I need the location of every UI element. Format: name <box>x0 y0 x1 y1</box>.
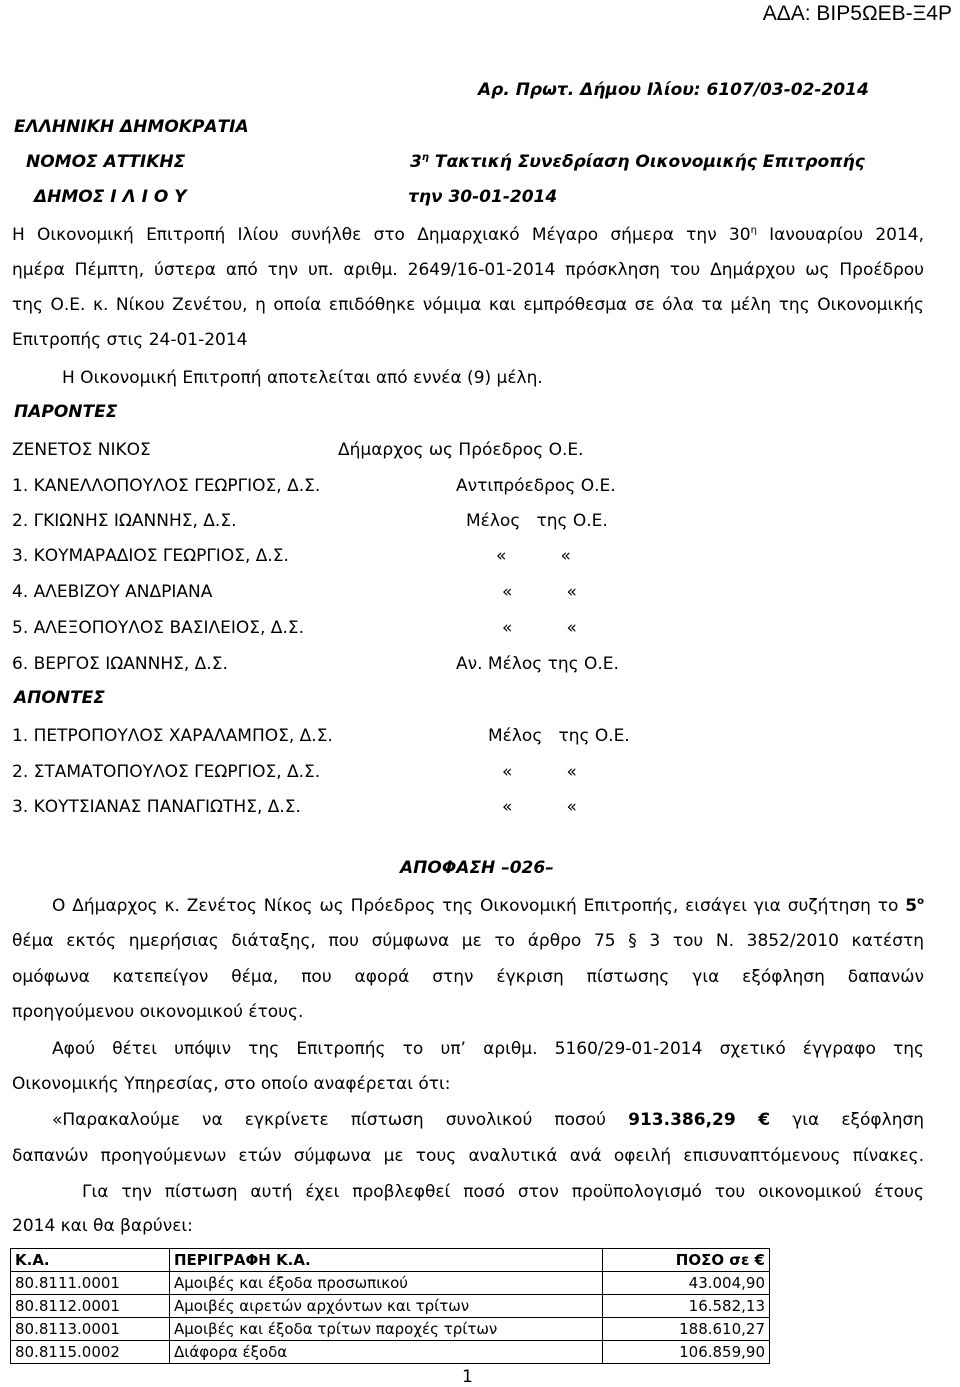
decision-p1-line-3: ομόφωνα κατεπείγον θέμα, που αφορά στην έγκριση πίστωσης για εξόφληση δαπανών <box>12 967 924 987</box>
present-name: 5. ΑΛΕΞΟΠΟΥΛΟΣ ΒΑΣΙΛΕΙΟΣ, Δ.Σ. <box>12 618 304 638</box>
present-name: 3. ΚΟΥΜΑΡΑΔΙΟΣ ΓΕΩΡΓΙΟΣ, Δ.Σ. <box>12 546 289 566</box>
intro-line-1: Η Οικονομική Επιτροπή Ιλίου συνήλθε στο Δημαρχιακό Μέγαρο σήμερα την $30^\eta$ Ιανουαρίου 2014, <box>12 225 925 245</box>
present-name: 6. ΒΕΡΓΟΣ ΙΩΑΝΝΗΣ, Δ.Σ. <box>12 654 228 674</box>
cell-amount: 16.582,13 <box>603 1295 770 1318</box>
table-row <box>11 1318 770 1341</box>
present-role: Αντιπρόεδρος Ο.Ε. <box>456 476 616 496</box>
table-row <box>11 1341 770 1364</box>
decision-p1-line-2: θέμα εκτός ημερήσιας διάταξης, που σύμφωνα με το άρθρο 75 § 3 του Ν. 3852/2010 κατέστη <box>12 931 924 951</box>
decision-p2-line-2: Οικονομικής Υπηρεσίας, στο οποίο αναφέρεται ότι: <box>12 1074 451 1094</box>
present-name: ΖΕΝΕΤΟΣ ΝΙΚΟΣ <box>12 440 151 460</box>
present-role: Αν. Μέλος της Ο.Ε. <box>456 654 619 674</box>
intro-line-4: Επιτροπής στις 24-01-2014 <box>12 330 248 350</box>
cell-description: Αμοιβές και έξοδα προσωπικού <box>170 1272 603 1295</box>
absent-heading: ΑΠΟΝΤΕΣ <box>14 688 105 708</box>
cell-amount: 188.610,27 <box>603 1318 770 1341</box>
decision-p4-line-1: Για την πίστωση αυτή έχει προβλεφθεί ποσό στον προϋπολογισμό του οικονομικού έτους <box>82 1182 924 1202</box>
present-role: « « <box>502 582 577 602</box>
budget-table <box>10 1248 770 1364</box>
decision-p1-line-4: προηγούμενου οικονομικού έτους. <box>12 1002 304 1022</box>
absent-name: 3. ΚΟΥΤΣΙΑΝΑΣ ΠΑΝΑΓΙΩΤΗΣ, Δ.Σ. <box>12 797 301 817</box>
present-name: 1. ΚΑΝΕΛΛΟΠΟΥΛΟΣ ΓΕΩΡΓΙΟΣ, Δ.Σ. <box>12 476 321 496</box>
intro-line-3: της Ο.Ε. κ. Νίκου Ζενέτου, η οποία επιδόθηκε νόμιμα και εμπρόθεσμα σε όλα τα μέλη της Οικονομικής <box>12 295 924 315</box>
municipality-label: ΔΗΜΟΣ Ι Λ Ι Ο Υ <box>34 187 187 207</box>
cell-amount: 43.004,90 <box>603 1272 770 1295</box>
table-header-row <box>11 1249 770 1272</box>
absent-role: « « <box>502 762 577 782</box>
absent-name: 1. ΠΕΤΡΟΠΟΥΛΟΣ ΧΑΡΑΛΑΜΠΟΣ, Δ.Σ. <box>12 726 333 746</box>
header-code: Κ.Α. <box>11 1249 170 1272</box>
absent-name: 2. ΣΤΑΜΑΤΟΠΟΥΛΟΣ ΓΕΩΡΓΙΟΣ, Δ.Σ. <box>12 762 321 782</box>
header-amount: ΠΟΣΟ σε € <box>603 1249 770 1272</box>
present-role: « « <box>502 618 577 638</box>
cell-amount: 106.859,90 <box>603 1341 770 1364</box>
decision-p1-line-1: Ο Δήμαρχος κ. Ζενέτος Νίκος ως Πρόεδρος της Οικονομική Επιτροπής, εισάγει για συζήτηση το $5^o$ <box>52 896 924 916</box>
cell-code: 80.8115.0002 <box>11 1341 170 1364</box>
present-role: Δήμαρχος ως Πρόεδρος Ο.Ε. <box>338 440 584 460</box>
decision-p2-line-1: Αφού θέτει υπόψιν της Επιτροπής το υπ’ αριθμ. 5160/29-01-2014 σχετικό έγγραφο της <box>52 1039 924 1059</box>
cell-description: Αμοιβές και έξοδα τρίτων παροχές τρίτων <box>170 1318 603 1341</box>
prefecture-label: ΝΟΜΟΣ ΑΤΤΙΚΗΣ <box>26 152 186 172</box>
cell-code: 80.8111.0001 <box>11 1272 170 1295</box>
present-role: « « <box>496 546 571 566</box>
present-role: Μέλος της Ο.Ε. <box>466 511 608 531</box>
present-name: 2. ΓΚΙΩΝΗΣ ΙΩΑΝΝΗΣ, Δ.Σ. <box>12 511 237 531</box>
absent-role: « « <box>502 797 577 817</box>
table-row <box>11 1272 770 1295</box>
absent-role: Μέλος της Ο.Ε. <box>488 726 630 746</box>
session-date: την 30-01-2014 <box>408 187 558 207</box>
page-number: 1 <box>462 1367 473 1387</box>
ada-code: ΑΔΑ: ΒΙΡ5ΩΕΒ-Ξ4Ρ <box>762 2 952 25</box>
protocol-number: Αρ. Πρωτ. Δήμου Ιλίου: 6107/03-02-2014 <box>478 80 869 100</box>
session-title: $3^\eta$ Τακτική Συνεδρίαση Οικονομικής Επιτροπής <box>410 152 865 172</box>
cell-code: 80.8112.0001 <box>11 1295 170 1318</box>
present-heading: ΠΑΡΟΝΤΕΣ <box>14 402 118 422</box>
cell-description: Αμοιβές αιρετών αρχόντων και τρίτων <box>170 1295 603 1318</box>
present-name: 4. ΑΛΕΒΙΖΟΥ ΑΝΔΡΙΑΝΑ <box>12 582 213 602</box>
total-amount: 913.386,29 € <box>628 1110 771 1130</box>
intro-line-2: ημέρα Πέμπτη, ύστερα από την υπ. αριθμ. 2649/16-01-2014 πρόσκληση του Δημάρχου ως Προέδρου <box>12 260 924 280</box>
intro-line-5: Η Οικονομική Επιτροπή αποτελείται από εννέα (9) μέλη. <box>62 368 543 388</box>
decision-p4-line-2: 2014 και θα βαρύνει: <box>12 1216 193 1236</box>
cell-description: Διάφορα έξοδα <box>170 1341 603 1364</box>
table-row <box>11 1295 770 1318</box>
republic-label: ΕΛΛΗΝΙΚΗ ΔΗΜΟΚΡΑΤΙΑ <box>14 117 249 137</box>
decision-p3-line-1: «Παρακαλούμε να εγκρίνετε πίστωση συνολικού ποσού 913.386,29 € για εξόφληση <box>52 1110 925 1130</box>
cell-code: 80.8113.0001 <box>11 1318 170 1341</box>
decision-title: ΑΠΟΦΑΣΗ –026– <box>400 858 554 878</box>
header-description: ΠΕΡΙΓΡΑΦΗ Κ.Α. <box>170 1249 603 1272</box>
decision-p3-line-2: δαπανών προηγούμενων ετών σύμφωνα με τους αναλυτικά ανά οφειλή επισυναπτόμενους πίνακες. <box>12 1146 924 1166</box>
